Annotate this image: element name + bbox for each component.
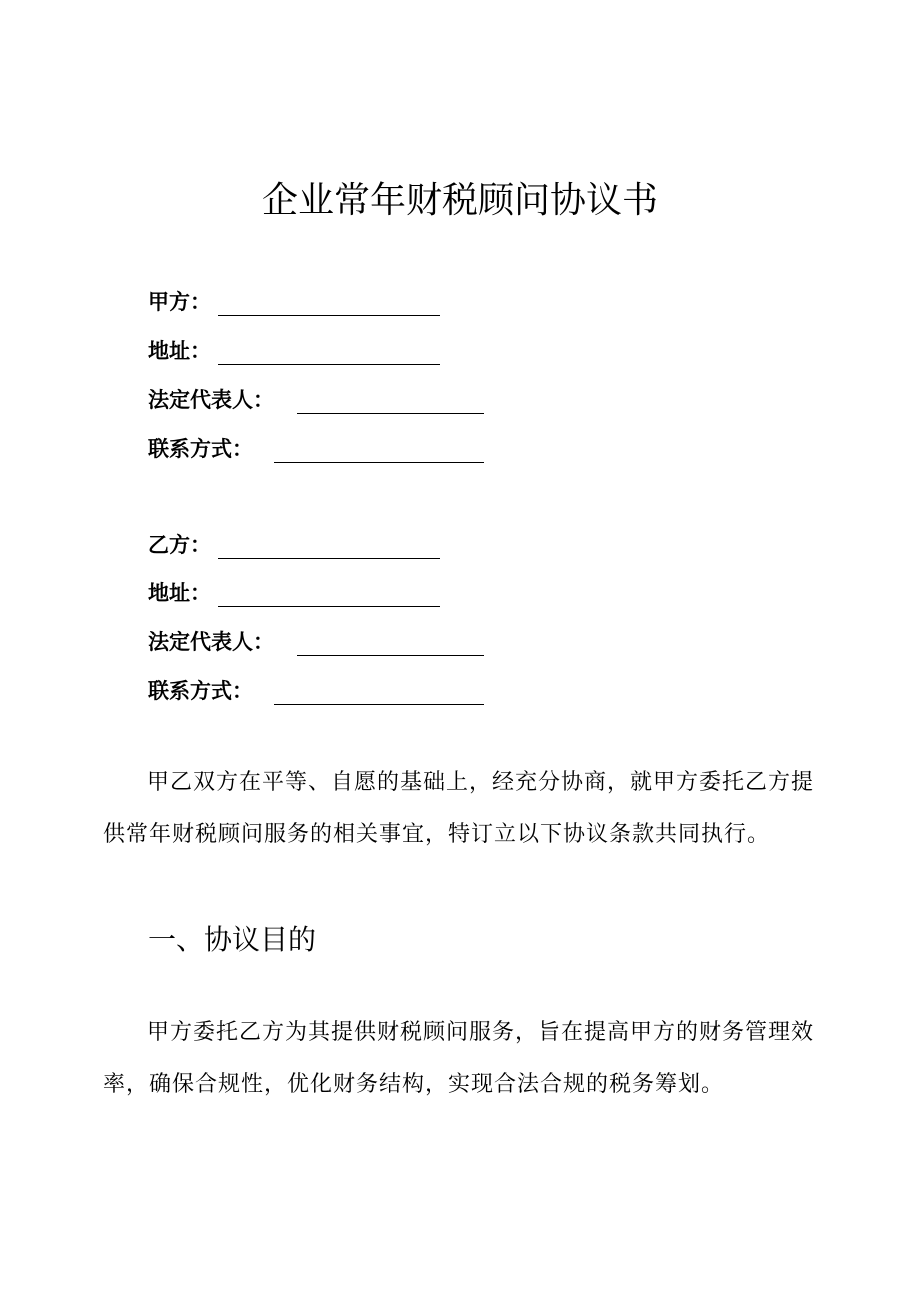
party-b-address-label: 地址： [148, 581, 211, 605]
party-b-representative-blank[interactable] [297, 655, 484, 656]
document-title: 企业常年财税顾问协议书 [261, 180, 658, 221]
party-a-address-field [148, 335, 211, 367]
party-a-contact-field [148, 433, 253, 465]
party-a-representative-label: 法定代表人： [148, 388, 274, 412]
preamble-paragraph: 甲乙双方在平等、自愿的基础上，经充分协商，就甲方委托乙方提供常年财税顾问服务的相关事宜，特订立以下协议条款共同执行。 [103, 770, 815, 847]
party-a-address-label: 地址： [148, 339, 211, 363]
party-a-address-blank[interactable] [218, 364, 440, 365]
party-b-address-blank[interactable] [218, 606, 440, 607]
party-a-name-label: 甲方： [148, 290, 211, 314]
party-a-name-field [148, 286, 211, 318]
party-b-contact-field [148, 675, 253, 707]
party-a-representative-field [148, 384, 274, 416]
party-a-contact-blank[interactable] [274, 462, 484, 463]
party-a-name-blank[interactable] [218, 315, 440, 316]
party-a-representative-blank[interactable] [297, 413, 484, 414]
party-b-contact-label: 联系方式： [148, 679, 253, 703]
party-b-representative-field [148, 626, 274, 658]
party-b-name-blank[interactable] [218, 558, 440, 559]
party-b-address-field [148, 577, 211, 609]
party-b-name-label: 乙方： [148, 533, 211, 557]
section-1-heading: 一、协议目的 [148, 923, 317, 956]
party-b-contact-blank[interactable] [274, 704, 484, 705]
party-a-contact-label: 联系方式： [148, 437, 253, 461]
party-b-name-field [148, 529, 211, 561]
section-1-body: 甲方委托乙方为其提供财税顾问服务，旨在提高甲方的财务管理效率，确保合规性，优化财务结构，实现合法合规的税务筹划。 [103, 1020, 815, 1097]
party-b-representative-label: 法定代表人： [148, 630, 274, 654]
